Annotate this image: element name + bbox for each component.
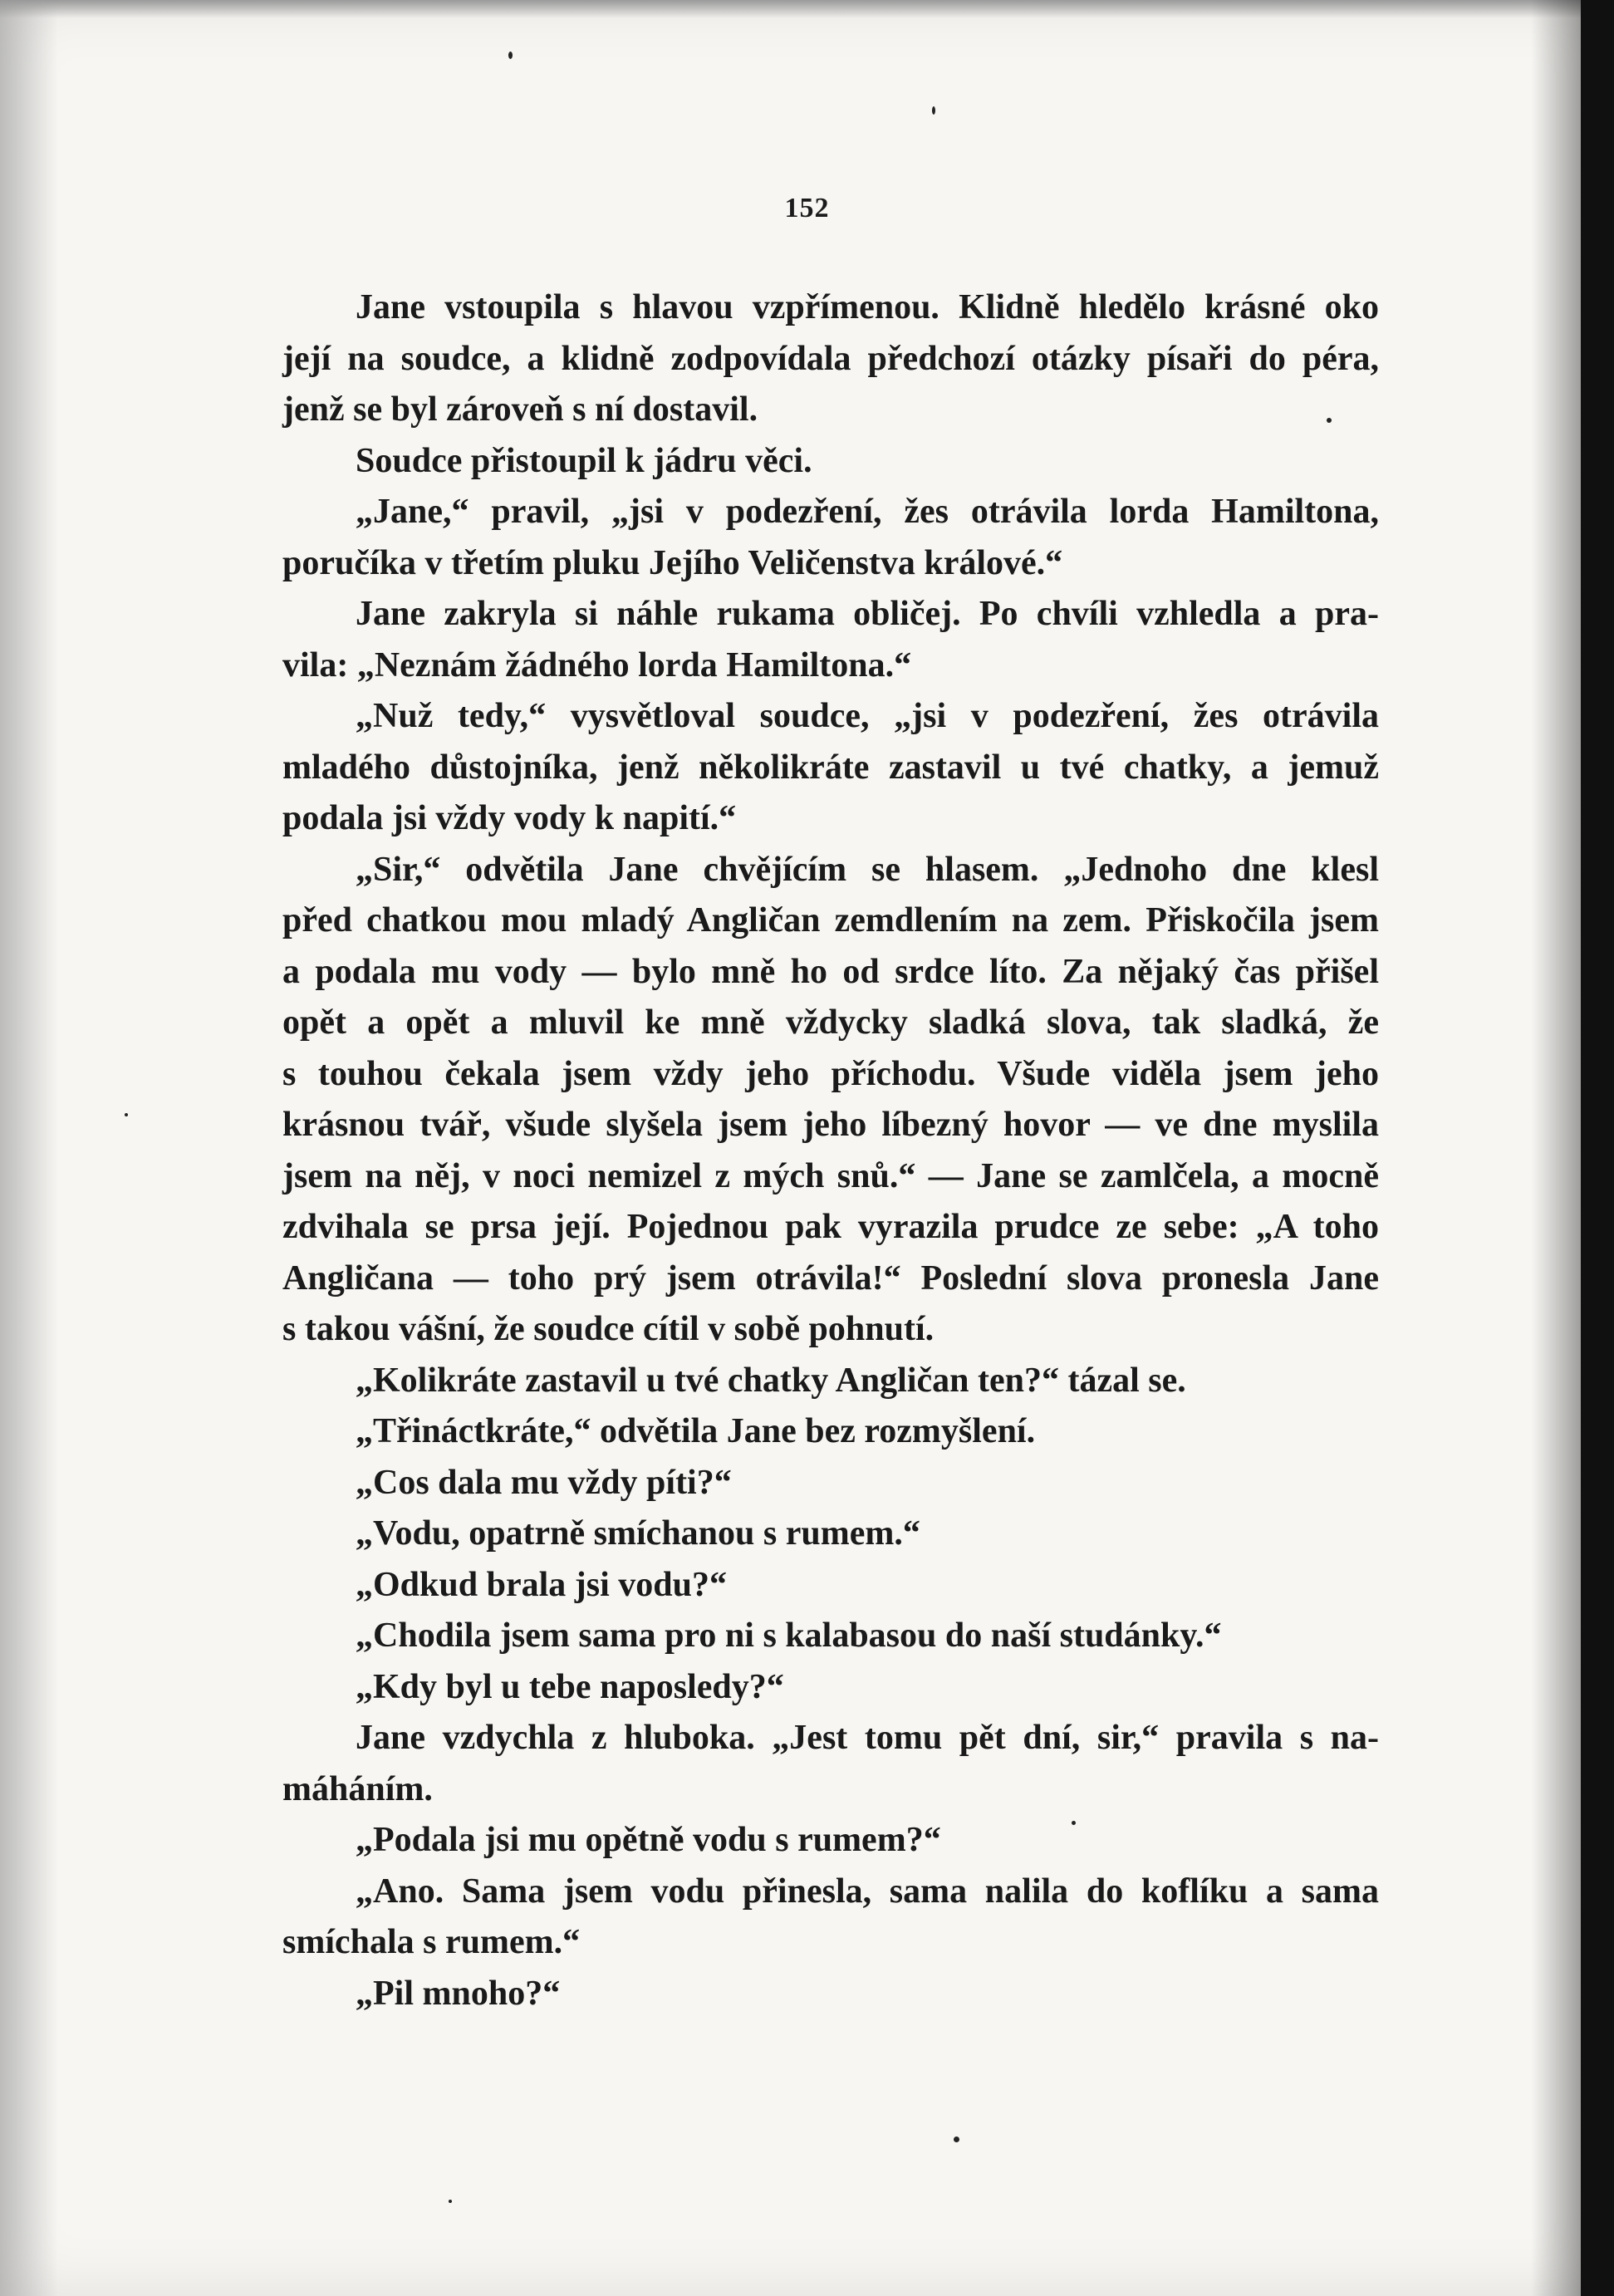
- text-line: jenž se byl zároveň s ní dostavil.: [282, 390, 758, 429]
- text-line: „Pil mnoho?“: [356, 1974, 561, 2013]
- text-line: „Sir,“ odvětila Jane chvějícím se hlasem. „Jednoho dne klesl: [356, 850, 1379, 889]
- text-line: Jane vstoupila s hlavou vzpřímenou. Klidně hledělo krásné oko: [356, 288, 1379, 326]
- text-line: jsem na něj, v noci nemizel z mých snů.“ — Jane se zamlčela, a mocně: [282, 1156, 1379, 1195]
- text-line: „Kolikráte zastavil u tvé chatky Angličan ten?“ tázal se.: [356, 1361, 1186, 1400]
- text-line: „Ano. Sama jsem vodu přinesla, sama nalila do koflíku a sama: [356, 1872, 1379, 1911]
- text-line: smíchala s rumem.“: [282, 1923, 581, 1961]
- text-line: Jane zakryla si náhle rukama obličej. Po chvíli vzhledla a pra-: [356, 595, 1379, 633]
- dust-speck: [449, 2200, 452, 2203]
- text-line: mladého důstojníka, jenž několikráte zastavil u tvé chatky, a jemuž: [282, 748, 1379, 787]
- text-line: „Podala jsi mu opětně vodu s rumem?“: [356, 1821, 941, 1859]
- text-line: Jane vzdychla z hluboka. „Jest tomu pět dní, sir,“ pravila s na-: [356, 1719, 1379, 1757]
- text-line: její na soudce, a klidně zodpovídala předchozí otázky písaři do péra,: [282, 339, 1379, 378]
- text-line: před chatkou mou mladý Angličan zemdlením na zem. Přiskočila jsem: [282, 901, 1379, 939]
- text-line: podala jsi vždy vody k napití.“: [282, 799, 737, 837]
- dust-speck: [932, 106, 935, 115]
- text-line: a podala mu vody — bylo mně ho od srdce líto. Za nějaký čas přišel: [282, 952, 1379, 991]
- text-line: „Cos dala mu vždy píti?“: [356, 1463, 732, 1502]
- text-line: krásnou tvář, všude slyšela jsem jeho líbezný hovor — ve dne myslila: [282, 1106, 1379, 1144]
- page-number: 152: [784, 193, 830, 223]
- body-text: [282, 282, 1379, 2019]
- dust-speck: [508, 52, 513, 59]
- text-line: „Třináctkráte,“ odvětila Jane bez rozmyšlení.: [356, 1412, 1036, 1450]
- scan-left-edge: [0, 0, 58, 2296]
- text-line: zdvihala se prsa její. Pojednou pak vyrazila prudce ze sebe: „A toho: [282, 1208, 1379, 1246]
- dust-speck: [954, 2137, 959, 2142]
- dust-speck: [125, 1113, 128, 1116]
- text-line: Angličana — toho prý jsem otrávila!“ Poslední slova pronesla Jane: [282, 1258, 1379, 1298]
- text-line: vila: „Neznám žádného lorda Hamiltona.“: [282, 645, 912, 684]
- text-line: „Jane,“ pravil, „jsi v podezření, žes otrávila lorda Hamiltona,: [356, 493, 1379, 531]
- text-line: opět a opět a mluvil ke mně vždycky sladká slova, tak sladká, že: [282, 1003, 1379, 1042]
- text-line: s touhou čekala jsem vždy jeho příchodu. Všude viděla jsem jeho: [282, 1054, 1379, 1093]
- text-line: s takou vášní, že soudce cítil v sobě pohnutí.: [282, 1310, 935, 1348]
- text-line: „Odkud brala jsi vodu?“: [356, 1565, 727, 1604]
- text-line: máháním.: [282, 1769, 433, 1808]
- text-line: „Nuž tedy,“ vysvětloval soudce, „jsi v podezření, žes otrávila: [356, 697, 1379, 735]
- text-line: „Vodu, opatrně smíchanou s rumem.“: [356, 1514, 920, 1553]
- text-line: „Chodila jsem sama pro ni s kalabasou do naší studánky.“: [356, 1617, 1222, 1655]
- scan-right-edge: [1581, 0, 1614, 2296]
- scan-top-edge: [0, 0, 1614, 18]
- text-line: poručíka v třetím pluku Jejího Veličenstva králové.“: [282, 543, 1063, 582]
- text-line: Soudce přistoupil k jádru věci.: [356, 441, 812, 480]
- text-line: „Kdy byl u tebe naposledy?“: [356, 1667, 784, 1706]
- scan-right-shadow: [1531, 0, 1581, 2296]
